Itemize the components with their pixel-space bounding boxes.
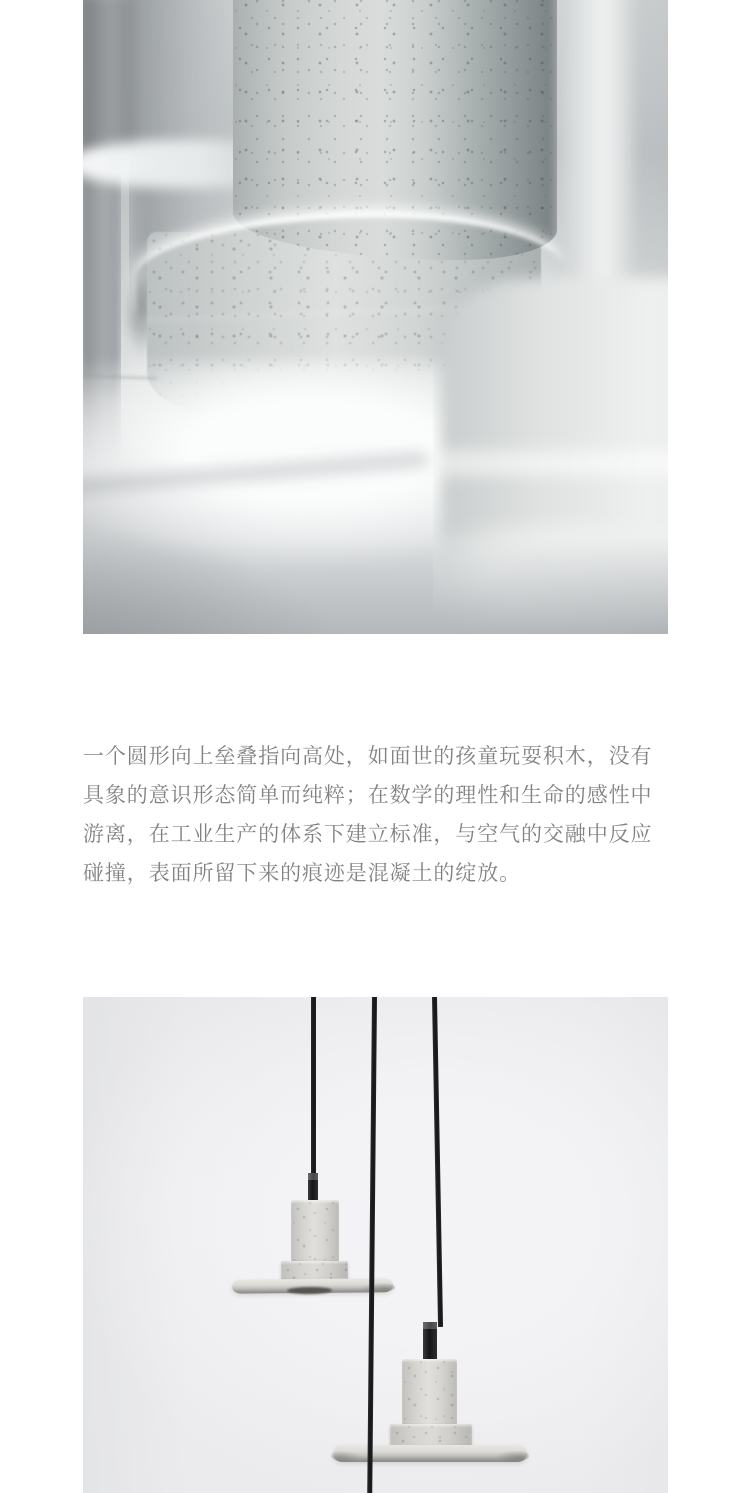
left-pillar-upper [83, 0, 137, 157]
description-line: 一个圆形向上垒叠指向高处，如面世的孩童玩耍积木，没有 [83, 745, 653, 768]
right-lamp-step-highlight [441, 450, 668, 476]
right-foreground-lamp-blurred [433, 0, 668, 634]
disc-shadow-tip [331, 1450, 361, 1462]
lamp-socket [308, 1173, 319, 1203]
product-photo-top-concrete-closeup [83, 0, 668, 634]
socket-cap [308, 1173, 319, 1180]
description-line: 具象的意识形态简单而纯粹；在数学的理性和生命的感性中 [83, 784, 653, 807]
socket-cap [423, 1322, 437, 1329]
product-photo-bottom-pendant-lamps [83, 997, 668, 1493]
product-description-text [83, 737, 673, 893]
right-lamp-shaft [561, 0, 633, 310]
bottom-edge-shade [83, 540, 668, 634]
lamp-concrete-disc [333, 1445, 527, 1462]
description-line: 碰撞，表面所留下来的痕迹是混凝土的绽放。 [83, 862, 521, 885]
lamp-concrete-body [402, 1359, 457, 1427]
pendant-cord-left [311, 997, 316, 1176]
disc-shadow-tip [495, 1450, 529, 1462]
lamp-concrete-body [291, 1200, 339, 1263]
description-line: 游离，在工业生产的体系下建立标准，与空气的交融中反应 [83, 823, 653, 846]
lamp-socket [423, 1322, 437, 1364]
